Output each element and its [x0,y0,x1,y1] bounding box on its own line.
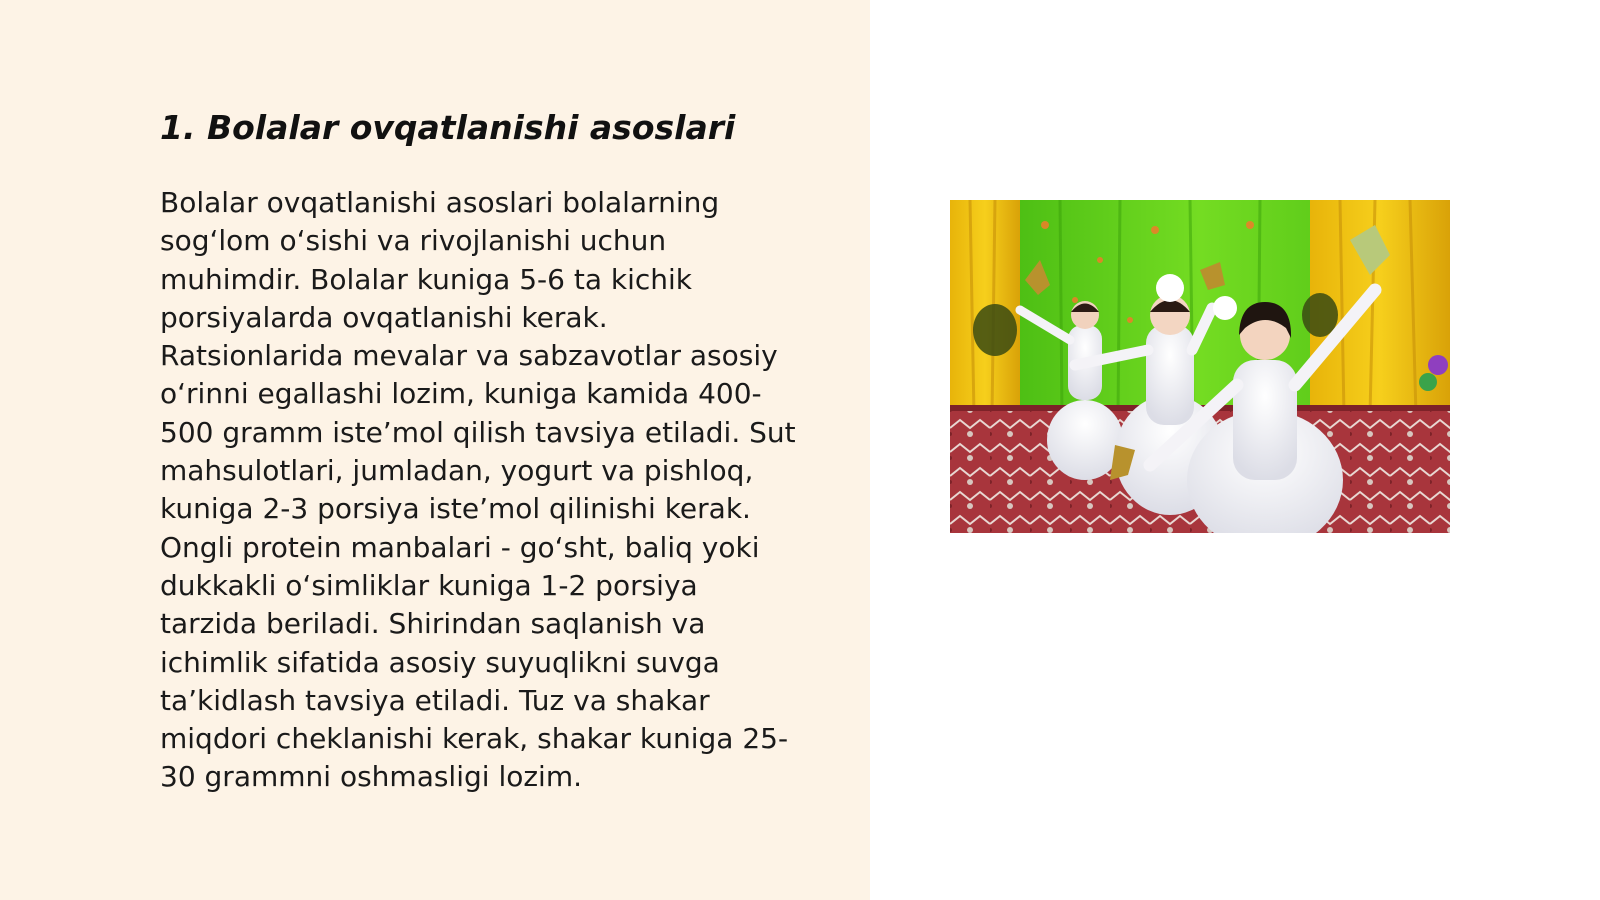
body-line: miqdori cheklanishi kerak, shakar kuniga 25- [160,722,789,756]
body-line: o‘rinni egallashi lozim, kuniga kamida 400- [160,377,762,411]
children-dancing-photo [950,200,1450,533]
body-paragraph [160,184,840,797]
body-line: Ongli protein manbalari - go‘sht, baliq yoki [160,530,760,564]
body-line: muhimdir. Bolalar kuniga 5-6 ta kichik [160,262,692,296]
body-line: ta’kidlash tavsiya etiladi. Tuz va shakar [160,683,710,717]
body-line: ichimlik sifatida asosiy suyuqlikni suvga [160,645,720,679]
body-line: Ratsionlarida mevalar va sabzavotlar asosiy [160,339,778,373]
body-line: dukkakli o‘simliklar kuniga 1-2 porsiya [160,568,698,602]
body-line: 30 grammni oshmasligi lozim. [160,760,583,794]
body-line: Bolalar ovqatlanishi asoslari bolalarning [160,186,720,219]
body-line: 500 gramm iste’mol qilish tavsiya etiladi. Sut [160,415,796,449]
body-line: tarzida beriladi. Shirindan saqlanish va [160,607,706,641]
slide-heading: 1. Bolalar ovqatlanishi asoslari [160,108,736,147]
body-line: sog‘lom o‘sishi va rivojlanishi uchun [160,224,667,258]
body-line: kuniga 2-3 porsiya iste’mol qilinishi kerak. [160,492,751,526]
body-line: mahsulotlari, jumladan, yogurt va pishloq, [160,454,754,488]
body-line: porsiyalarda ovqatlanishi kerak. [160,300,608,334]
